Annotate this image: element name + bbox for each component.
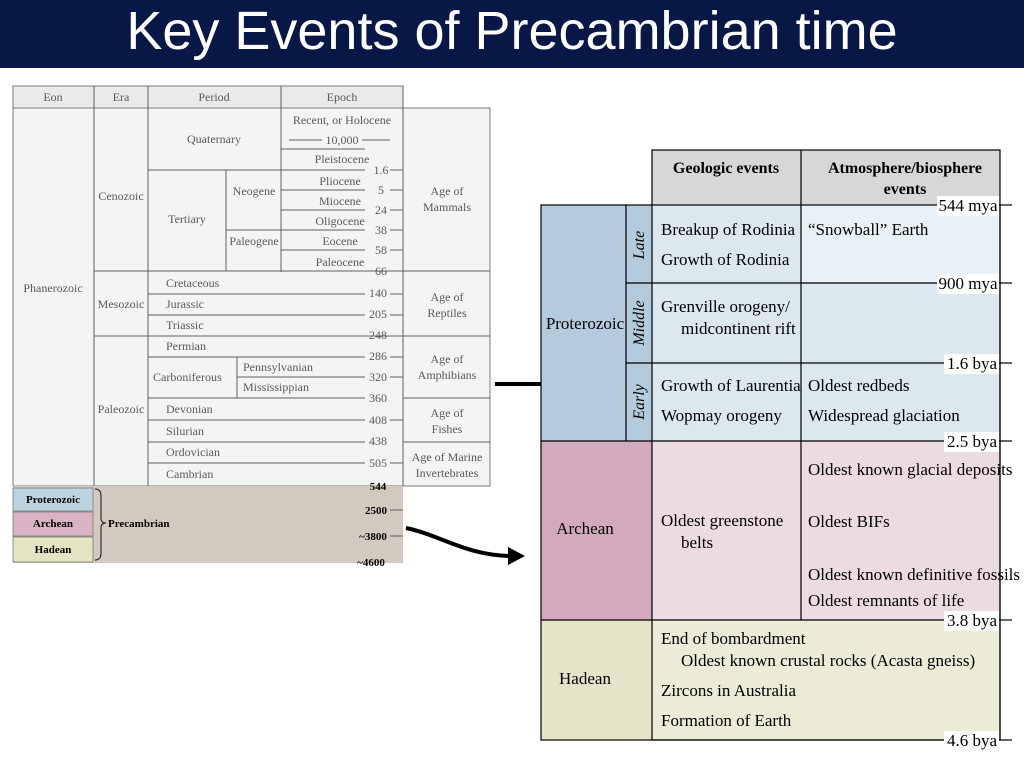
sub-label-late: Late [631, 230, 648, 260]
period-quaternary: Quaternary [187, 132, 241, 146]
boundary-38: 38 [375, 223, 387, 237]
event-zircons-australia: Zircons in Australia [661, 681, 797, 700]
period-carboniferous: Carboniferous [153, 370, 222, 384]
event-greenstone-belts-line1: Oldest greenstone [661, 511, 784, 530]
events-header-atmosphere-line2: events [883, 181, 927, 198]
epoch-paleocene: Paleocene [315, 255, 365, 269]
epoch-holocene: Recent, or Holocene [292, 113, 392, 127]
period-pennsylvanian: Pennsylvanian [243, 360, 313, 374]
period-jurassic: Jurassic [166, 297, 204, 311]
boundary-286: 286 [369, 349, 387, 363]
boundary-24: 24 [375, 203, 387, 217]
eon-label-hadean: Hadean [559, 669, 611, 688]
arrow-to-hadean [406, 528, 510, 556]
boundary-900-mya: 900 mya [938, 274, 998, 293]
slide-title: Key Events of Precambrian time [126, 1, 898, 61]
header-epoch: Epoch [326, 90, 358, 104]
event-oldest-glacial-deposits: Oldest known glacial deposits [808, 460, 1013, 479]
period-neogene: Neogene [232, 184, 276, 198]
period-devonian: Devonian [166, 402, 213, 416]
period-tertiary: Tertiary [168, 212, 206, 226]
epoch-pliocene: Pliocene [319, 174, 361, 188]
boundary-320: 320 [369, 370, 387, 384]
period-silurian: Silurian [166, 424, 204, 438]
age-reptiles-line2: Reptiles [427, 306, 467, 320]
events-header-geologic: Geologic events [672, 160, 780, 177]
period-cretaceous: Cretaceous [166, 276, 220, 290]
header-era: Era [112, 90, 130, 104]
era-paleozoic: Paleozoic [97, 402, 145, 416]
event-acasta-gneiss: Oldest known crustal rocks (Acasta gneiss) [681, 651, 976, 670]
epoch-eocene: Eocene [322, 234, 358, 248]
period-cambrian: Cambrian [166, 467, 214, 481]
boundary-408: 408 [369, 413, 387, 427]
precambrian-events-table [541, 150, 1020, 751]
boundary-438: 438 [369, 434, 387, 448]
age-fishes-line1: Age of [430, 406, 464, 420]
boundary-5: 5 [378, 183, 384, 197]
age-mammals-line1: Age of [430, 184, 464, 198]
event-widespread-glaciation: Widespread glaciation [808, 406, 960, 425]
period-mississippian: Mississippian [243, 380, 310, 394]
boundary-4600: ~4600 [357, 557, 385, 569]
boundary-2500: 2500 [365, 505, 387, 517]
age-reptiles-line1: Age of [430, 290, 464, 304]
period-ordovician: Ordovician [166, 445, 220, 459]
event-breakup-rodinia: Breakup of Rodinia [661, 220, 796, 239]
boundary-66: 66 [375, 264, 387, 278]
header-eon: Eon [43, 90, 63, 104]
event-wopmay-orogeny: Wopmay orogeny [661, 406, 782, 425]
boundary-3.8-bya: 3.8 bya [946, 611, 998, 630]
boundary-58: 58 [375, 243, 387, 257]
swatch-label-hadean: Hadean [34, 544, 72, 556]
event-growth-rodinia: Growth of Rodinia [661, 250, 790, 269]
boundary-10000: 10,000 [325, 133, 359, 147]
period-paleogene: Paleogene [229, 234, 279, 248]
swatch-label-archean: Archean [32, 518, 74, 530]
age-amphibians-line1: Age of [430, 352, 464, 366]
event-snowball-earth: “Snowball” Earth [808, 220, 929, 239]
age-fishes-line2: Fishes [431, 422, 463, 436]
sub-label-middle: Middle [631, 300, 648, 346]
age-mammals-line2: Mammals [423, 200, 471, 214]
event-end-bombardment: End of bombardment [661, 629, 806, 648]
eon-label-proterozoic: Proterozoic [545, 314, 625, 333]
era-mesozoic: Mesozoic [97, 297, 145, 311]
boundary-1.6: 1.6 [373, 163, 389, 177]
boundary-1.6-bya: 1.6 bya [946, 354, 998, 373]
age-marine-inv-line2: Invertebrates [415, 466, 479, 480]
arrow-head-hadean [508, 547, 525, 565]
period-triassic: Triassic [166, 318, 204, 332]
boundary-248: 248 [369, 328, 387, 342]
eon-label-archean: Archean [556, 519, 614, 538]
boundary-360: 360 [369, 391, 387, 405]
boundary-205: 205 [369, 307, 387, 321]
era-cenozoic: Cenozoic [98, 189, 144, 203]
event-oldest-fossils: Oldest known definitive fossils [808, 565, 1021, 584]
header-period: Period [198, 90, 230, 104]
event-oldest-remnants-life: Oldest remnants of life [808, 591, 965, 610]
boundary-2.5-bya: 2.5 bya [946, 432, 998, 451]
age-amphibians-line2: Amphibians [417, 368, 477, 382]
event-grenville-orogeny: Grenville orogeny/ [661, 297, 790, 316]
boundary-3800: ~3800 [359, 531, 387, 543]
epoch-pleistocene: Pleistocene [314, 152, 370, 166]
event-greenstone-belts-line2: belts [681, 533, 714, 552]
event-midcontinent-rift: midcontinent rift [681, 319, 796, 338]
swatch-label-proterozoic: Proterozoic [26, 494, 80, 506]
boundary-544-mya: 544 mya [938, 196, 998, 215]
precambrian-label: Precambrian [108, 518, 170, 530]
epoch-miocene: Miocene [319, 194, 361, 208]
event-formation-earth: Formation of Earth [661, 711, 792, 730]
event-growth-laurentia: Growth of Laurentia [661, 376, 801, 395]
events-header-atmosphere-line1: Atmosphere/biosphere [827, 160, 983, 177]
period-permian: Permian [166, 339, 206, 353]
boundary-140: 140 [369, 286, 387, 300]
epoch-oligocene: Oligocene [315, 214, 365, 228]
time-scale-table [13, 86, 490, 569]
boundary-544: 544 [369, 481, 387, 493]
event-oldest-bifs: Oldest BIFs [808, 512, 890, 531]
eon-phanerozoic: Phanerozoic [23, 281, 83, 295]
age-marine-inv-line1: Age of Marine [411, 450, 483, 464]
sub-label-early: Early [631, 384, 648, 420]
event-oldest-redbeds: Oldest redbeds [808, 376, 910, 395]
boundary-4.6-bya: 4.6 bya [946, 731, 998, 750]
boundary-505: 505 [369, 456, 387, 470]
